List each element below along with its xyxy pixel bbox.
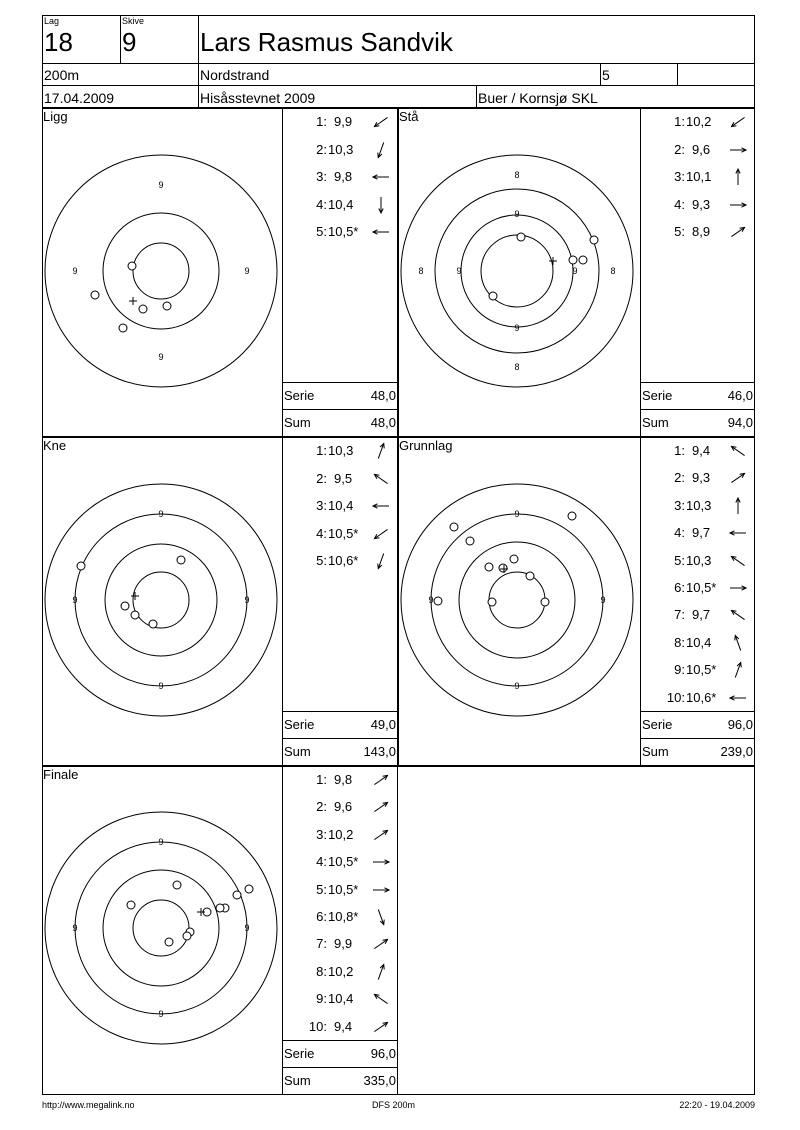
- shot-row: [640, 578, 755, 598]
- shot-value: 10,5*: [686, 580, 717, 595]
- target-ring: [75, 842, 250, 1014]
- ring-label: 9: [158, 837, 164, 847]
- shot-number: 7:: [674, 607, 685, 623]
- shot-number: 7:: [316, 936, 327, 952]
- direction-arrow-icon: [729, 661, 747, 679]
- direction-arrow-icon: [729, 552, 747, 570]
- shot-value: 10,4: [686, 634, 712, 650]
- shot-row: [640, 167, 755, 187]
- sum-value: 94,0: [727, 415, 753, 430]
- shot-value: 10,3: [686, 552, 712, 568]
- direction-arrow-icon: [372, 771, 390, 789]
- direction-arrow-icon: [372, 990, 390, 1008]
- shot-number: 1:: [674, 443, 685, 458]
- target-ring: [105, 544, 217, 656]
- lag-number: 18: [44, 27, 73, 57]
- skive-label: Skive: [122, 16, 145, 26]
- panel-title-staa: Stå: [399, 109, 419, 124]
- shot-hole: [450, 523, 458, 531]
- target-ring: [401, 155, 633, 387]
- event-name: Hisåsstevnet 2009: [200, 90, 316, 106]
- shot-number: 1:: [316, 114, 327, 129]
- shot-row: [640, 688, 755, 708]
- shot-number: 3:: [316, 826, 327, 842]
- direction-arrow-icon: [372, 196, 390, 214]
- sum-row: [282, 1071, 398, 1091]
- shot-row: [640, 551, 755, 571]
- shot-row: [282, 962, 398, 982]
- direction-arrow-icon: [729, 168, 747, 186]
- shot-hole: [139, 305, 147, 313]
- sum-row: [640, 742, 755, 762]
- direction-arrow-icon: [729, 634, 747, 652]
- shot-hole: [526, 572, 534, 580]
- shot-hole: [121, 602, 129, 610]
- shot-hole: [177, 556, 185, 564]
- shot-hole: [569, 256, 577, 264]
- direction-arrow-icon: [372, 141, 390, 159]
- sum-row: [282, 413, 398, 433]
- shot-number: 4:: [674, 525, 685, 541]
- ring-label: 9: [514, 681, 520, 691]
- shot-value: 10,8*: [328, 909, 359, 924]
- shot-row: [640, 660, 755, 680]
- serie-label: Serie: [284, 388, 315, 403]
- shot-hole: [568, 512, 576, 520]
- shot-row: [640, 468, 755, 488]
- shot-hole: [183, 932, 191, 940]
- shot-value: 10,3: [328, 141, 354, 157]
- direction-arrow-icon: [372, 826, 390, 844]
- direction-arrow-icon: [372, 935, 390, 953]
- shot-value: 9,8: [334, 169, 353, 184]
- ring-label: 9: [428, 595, 434, 605]
- ring-label: 9: [158, 681, 164, 691]
- direction-arrow-icon: [372, 853, 390, 871]
- shot-row: [640, 523, 755, 543]
- shot-value: 10,2: [328, 826, 354, 842]
- panel-title-kne: Kne: [43, 438, 67, 453]
- direction-arrow-icon: [729, 689, 747, 707]
- serie-value: 48,0: [370, 388, 396, 403]
- shot-value: 10,4: [328, 196, 354, 212]
- ring-label: 8: [418, 266, 424, 276]
- shot-row: [282, 112, 398, 132]
- shot-row: [282, 907, 398, 927]
- target-kne: [43, 438, 281, 765]
- shot-row: [640, 140, 755, 160]
- direction-arrow-icon: [372, 168, 390, 186]
- ring-label: 8: [610, 266, 616, 276]
- target-ligg: [43, 109, 281, 436]
- shot-number: 5:: [316, 881, 327, 897]
- ring-label: 9: [514, 509, 520, 519]
- shot-row: [282, 167, 398, 187]
- shot-hole: [128, 262, 136, 270]
- sum-label: Sum: [642, 744, 669, 759]
- direction-arrow-icon: [729, 113, 747, 131]
- shot-value: 9,5: [334, 470, 353, 486]
- shot-hole: [541, 598, 549, 606]
- shot-value: 10,5*: [686, 662, 717, 678]
- direction-arrow-icon: [372, 497, 390, 515]
- shot-hole: [77, 562, 85, 570]
- ring-label: 9: [158, 352, 164, 362]
- shot-row: [282, 770, 398, 790]
- shot-number: 4:: [316, 525, 327, 541]
- shot-hole: [127, 901, 135, 909]
- serie-value: 46,0: [727, 388, 753, 403]
- shot-number: 10:: [666, 689, 685, 705]
- serie-value: 96,0: [727, 717, 753, 732]
- direction-arrow-icon: [372, 525, 390, 543]
- shot-number: 2:: [674, 470, 685, 486]
- shot-hole: [590, 236, 598, 244]
- shot-value: 8,9: [692, 224, 711, 239]
- group-center-mark: [131, 592, 139, 600]
- ring-label: 8: [514, 170, 520, 180]
- skive-number: 9: [122, 27, 137, 57]
- shot-number: 5:: [674, 552, 685, 568]
- shooter-name: Lars Rasmus Sandvik: [200, 27, 453, 57]
- ring-label: 9: [244, 595, 250, 605]
- serie-row: [282, 386, 398, 406]
- direction-arrow-icon: [372, 113, 390, 131]
- shot-value: 10,3: [686, 497, 712, 513]
- shot-row: [640, 112, 755, 132]
- shot-number: 1:: [316, 443, 327, 458]
- shot-number: 5:: [674, 224, 685, 239]
- ring-label: 9: [244, 266, 250, 276]
- serie-row: [640, 715, 755, 735]
- sum-value: 335,0: [363, 1073, 396, 1088]
- shot-row: [282, 1017, 398, 1037]
- target-ring: [103, 870, 219, 986]
- shot-hole: [165, 938, 173, 946]
- shot-value: 9,4: [692, 443, 711, 458]
- serie-row: [640, 386, 755, 406]
- target-ring: [133, 243, 189, 299]
- shot-value: 10,5*: [328, 224, 359, 239]
- direction-arrow-icon: [372, 552, 390, 570]
- target-ring: [75, 514, 250, 686]
- shot-row: [282, 441, 398, 461]
- footer-timestamp: 22:20 - 19.04.2009: [679, 1100, 755, 1110]
- shot-number: 1:: [316, 772, 327, 787]
- sum-value: 48,0: [370, 415, 396, 430]
- shot-number: 8:: [674, 634, 685, 650]
- shot-value: 10,2: [328, 963, 354, 979]
- sum-row: [640, 413, 755, 433]
- shot-value: 9,3: [692, 470, 711, 486]
- shot-number: 9:: [316, 991, 327, 1007]
- shot-row: [282, 934, 398, 954]
- direction-arrow-icon: [729, 442, 747, 460]
- shot-hole: [233, 891, 241, 899]
- target-ring: [461, 215, 573, 327]
- direction-arrow-icon: [372, 963, 390, 981]
- serie-label: Serie: [284, 717, 315, 732]
- shot-number: 3:: [316, 169, 327, 184]
- shot-number: 5:: [316, 553, 327, 568]
- sum-label: Sum: [284, 744, 311, 759]
- serie-label: Serie: [642, 717, 673, 732]
- ring-label: 9: [514, 323, 520, 333]
- shot-hole: [91, 291, 99, 299]
- shot-row: [640, 195, 755, 215]
- direction-arrow-icon: [372, 798, 390, 816]
- ring-label: 9: [72, 266, 78, 276]
- shot-number: 1:: [674, 114, 685, 129]
- sum-value: 143,0: [363, 744, 396, 759]
- shot-number: 4:: [316, 854, 327, 870]
- shot-value: 10,2: [686, 114, 712, 129]
- target-grunnlag: [399, 438, 639, 765]
- shot-number: 3:: [674, 169, 685, 184]
- direction-arrow-icon: [729, 524, 747, 542]
- shot-hole: [488, 598, 496, 606]
- shot-number: 6:: [316, 909, 327, 924]
- shot-row: [640, 222, 755, 242]
- panel-title-grunnlag: Grunnlag: [399, 438, 453, 453]
- serie-row: [282, 715, 398, 735]
- shot-hole: [245, 885, 253, 893]
- ring-label: 9: [158, 180, 164, 190]
- direction-arrow-icon: [729, 223, 747, 241]
- direction-arrow-icon: [372, 1018, 390, 1036]
- group-center-mark: [129, 297, 137, 305]
- direction-arrow-icon: [729, 196, 747, 214]
- shot-value: 10,6*: [686, 689, 717, 705]
- target-staa: [399, 109, 639, 436]
- shot-number: 8:: [316, 963, 327, 979]
- direction-arrow-icon: [729, 469, 747, 487]
- ring-label: 9: [72, 595, 78, 605]
- shot-hole: [119, 324, 127, 332]
- serie-label: Serie: [284, 1046, 315, 1061]
- target-ring: [103, 213, 219, 329]
- footer-center: DFS 200m: [372, 1100, 416, 1110]
- shot-value: 10,5*: [328, 881, 359, 897]
- target-ring: [489, 572, 545, 628]
- direction-arrow-icon: [729, 579, 747, 597]
- ring-label: 9: [72, 923, 78, 933]
- shot-hole: [149, 620, 157, 628]
- sum-label: Sum: [284, 415, 311, 430]
- footer-url: http://www.megalink.no: [42, 1100, 135, 1110]
- shot-value: 9,3: [692, 196, 711, 212]
- ring-label: 9: [158, 1009, 164, 1019]
- serie-label: Serie: [642, 388, 673, 403]
- shot-value: 10,4: [328, 991, 354, 1007]
- ring-label: 9: [514, 209, 520, 219]
- shot-hole: [517, 233, 525, 241]
- direction-arrow-icon: [372, 881, 390, 899]
- direction-arrow-icon: [729, 141, 747, 159]
- serie-value: 96,0: [370, 1046, 396, 1061]
- shot-hole: [499, 564, 507, 572]
- target-ring: [133, 900, 189, 956]
- target-ring: [431, 514, 606, 686]
- shot-hole: [216, 904, 224, 912]
- empty-area: [398, 766, 755, 1095]
- shot-hole: [163, 302, 171, 310]
- shot-number: 5:: [316, 224, 327, 239]
- club: Nordstrand: [200, 67, 270, 83]
- shot-value: 10,4: [328, 498, 354, 513]
- shot-row: [640, 605, 755, 625]
- sum-label: Sum: [642, 415, 669, 430]
- shot-value: 10,5*: [328, 854, 359, 870]
- shot-row: [282, 880, 398, 900]
- panel-title-ligg: Ligg: [43, 109, 68, 124]
- klasse: 5: [602, 67, 610, 83]
- ring-label: 9: [244, 923, 250, 933]
- direction-arrow-icon: [372, 908, 390, 926]
- shot-number: 4:: [674, 196, 685, 212]
- shot-number: 2:: [316, 799, 327, 815]
- shot-number: 3:: [674, 497, 685, 513]
- shot-value: 9,9: [334, 936, 353, 952]
- date: 17.04.2009: [44, 90, 115, 106]
- serie-row: [282, 1044, 398, 1064]
- shot-row: [282, 140, 398, 160]
- sum-label: Sum: [284, 1073, 311, 1088]
- ring-label: 9: [158, 509, 164, 519]
- shot-number: 10:: [308, 1018, 327, 1034]
- shot-number: 2:: [674, 141, 685, 157]
- ring-label: 9: [572, 266, 578, 276]
- shot-number: 4:: [316, 196, 327, 212]
- direction-arrow-icon: [372, 470, 390, 488]
- shot-hole: [434, 597, 442, 605]
- shot-number: 9:: [674, 662, 685, 678]
- shot-number: 2:: [316, 470, 327, 486]
- shot-row: [640, 633, 755, 653]
- shot-row: [282, 551, 398, 571]
- shot-number: 3:: [316, 498, 327, 513]
- shot-value: 10,6*: [328, 553, 359, 568]
- ring-label: 9: [456, 266, 462, 276]
- direction-arrow-icon: [729, 606, 747, 624]
- shot-hole: [510, 555, 518, 563]
- shot-row: [282, 989, 398, 1009]
- distance: 200m: [44, 67, 80, 83]
- shot-hole: [489, 292, 497, 300]
- sum-row: [282, 742, 398, 762]
- shot-value: 9,7: [692, 607, 711, 623]
- shot-row: [282, 469, 398, 489]
- shot-row: [282, 496, 398, 516]
- shot-hole: [579, 256, 587, 264]
- direction-arrow-icon: [372, 223, 390, 241]
- target-finale: [43, 767, 281, 1094]
- shot-number: 6:: [674, 580, 685, 595]
- shot-value: 10,1: [686, 169, 712, 184]
- panel-title-finale: Finale: [43, 767, 79, 782]
- shot-hole: [173, 881, 181, 889]
- ring-label: 8: [514, 362, 520, 372]
- shot-row: [640, 441, 755, 461]
- shot-row: [282, 797, 398, 817]
- serie-value: 49,0: [370, 717, 396, 732]
- sum-value: 239,0: [720, 744, 753, 759]
- shot-row: [282, 195, 398, 215]
- organizer: Buer / Kornsjø SKL: [478, 90, 598, 106]
- shot-hole: [131, 611, 139, 619]
- shot-value: 9,9: [334, 114, 353, 129]
- ring-label: 9: [600, 595, 606, 605]
- target-ring: [133, 572, 189, 628]
- shot-row: [282, 852, 398, 872]
- shot-row: [282, 222, 398, 242]
- shot-value: 9,4: [334, 1018, 353, 1034]
- shot-row: [282, 825, 398, 845]
- shot-row: [282, 524, 398, 544]
- shot-number: 2:: [316, 141, 327, 157]
- shot-value: 10,3: [328, 443, 354, 458]
- shot-value: 9,6: [334, 799, 353, 815]
- shot-value: 9,7: [692, 525, 711, 541]
- lag-label: Lag: [44, 16, 60, 26]
- shot-hole: [485, 563, 493, 571]
- direction-arrow-icon: [372, 442, 390, 460]
- shot-row: [640, 496, 755, 516]
- shot-value: 9,6: [692, 141, 711, 157]
- direction-arrow-icon: [729, 497, 747, 515]
- shot-value: 9,8: [334, 772, 353, 787]
- shot-value: 10,5*: [328, 525, 359, 541]
- shot-hole: [466, 537, 474, 545]
